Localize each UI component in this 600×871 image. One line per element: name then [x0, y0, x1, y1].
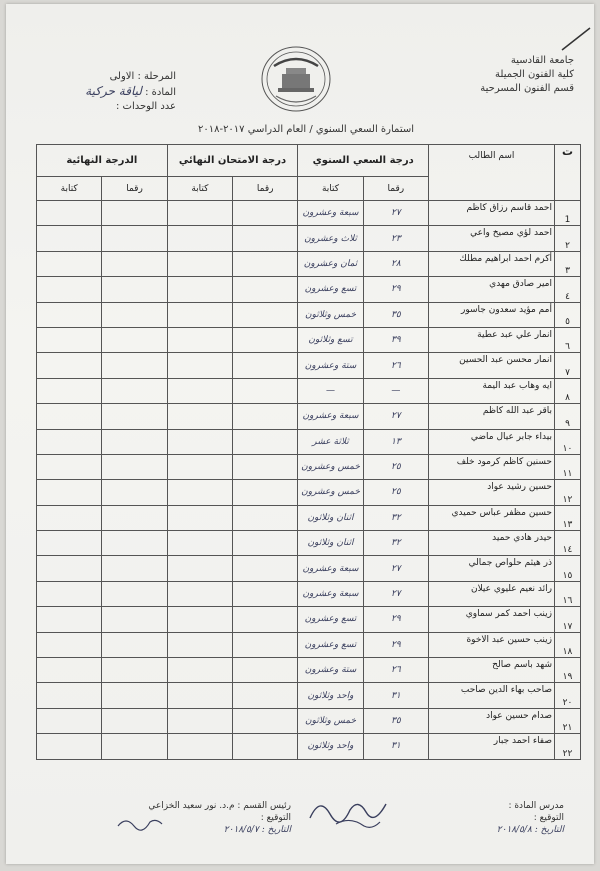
col-header-name: اسم الطالب [429, 145, 555, 201]
table-row [37, 708, 581, 733]
col-header-final: الدرجة النهائية [37, 145, 168, 177]
student-name: بيداء جابر عيال ماضي [429, 429, 555, 454]
annual-grade-words: — [298, 378, 363, 403]
final-grade-digits [102, 505, 167, 530]
stage-label: المرحلة : الاولى [109, 71, 176, 82]
exam-grade-words [167, 429, 232, 454]
row-number: ٢ [555, 226, 581, 251]
subheader-words: كتابة [167, 177, 232, 201]
final-grade-digits [102, 353, 167, 378]
head-label: رئيس القسم : م.د. نور سعيد الخزاعي [148, 801, 291, 811]
col-header-no: ت [555, 145, 581, 201]
annual-grade-digits: ٢٨ [363, 251, 428, 276]
student-name: أكرم احمد ابراهيم مطلك [429, 251, 555, 276]
exam-grade-digits [233, 632, 298, 657]
student-name: رائد نعيم عليوي عيلان [429, 581, 555, 606]
subheader-digits: رقما [233, 177, 298, 201]
row-number: ١١ [555, 454, 581, 479]
annual-grade-digits: — [363, 378, 428, 403]
exam-grade-digits [233, 581, 298, 606]
annual-grade-words: واحد وثلاثون [298, 683, 363, 708]
col-header-annual: درجة السعي السنوي [298, 145, 429, 177]
table-row [37, 251, 581, 276]
final-grade-words [37, 708, 102, 733]
exam-grade-digits [233, 327, 298, 352]
teacher-date: التاريخ : ٢٠١٨/٥/٨ [496, 825, 564, 835]
row-number: ٢١ [555, 708, 581, 733]
teacher-signature [306, 788, 396, 832]
exam-grade-words [167, 581, 232, 606]
row-number: ٢٠ [555, 683, 581, 708]
student-name: ذر هيثم حلواص جمالي [429, 556, 555, 581]
subject-label: المادة : [145, 87, 176, 98]
final-grade-digits [102, 708, 167, 733]
student-name: حسنين كاظم كرمود خلف [429, 454, 555, 479]
annual-grade-words: ثمان وعشرون [298, 251, 363, 276]
row-number: ١٧ [555, 607, 581, 632]
exam-grade-words [167, 454, 232, 479]
subject-line [36, 84, 176, 100]
form-title: استمارة السعي السنوي / العام الدراسي ٢٠١٧-٢٠١٨ [197, 124, 415, 135]
row-number: ١٢ [555, 480, 581, 505]
student-name: شهد باسم صالح [429, 658, 555, 683]
final-grade-digits [102, 226, 167, 251]
table-row [37, 327, 581, 352]
exam-grade-words [167, 353, 232, 378]
final-grade-words [37, 277, 102, 302]
row-number: ١٥ [555, 556, 581, 581]
annual-grade-words: تسع وعشرون [298, 632, 363, 657]
document-page [6, 4, 594, 864]
annual-grade-digits: ٢٩ [363, 632, 428, 657]
final-grade-words [37, 683, 102, 708]
annual-grade-digits: ٢٣ [363, 226, 428, 251]
col-header-exam: درجة الامتحان النهائي [167, 145, 298, 177]
exam-grade-digits [233, 454, 298, 479]
student-name: صاحب بهاء الدين صاحب [429, 683, 555, 708]
college-name: كلية الفنون الجميلة [495, 69, 574, 80]
final-grade-digits [102, 683, 167, 708]
row-number: ١٠ [555, 429, 581, 454]
final-grade-words [37, 505, 102, 530]
row-number: ٦ [555, 327, 581, 352]
table-row [37, 201, 581, 226]
annual-grade-digits: ٢٧ [363, 201, 428, 226]
annual-grade-digits: ٢٧ [363, 556, 428, 581]
row-number: ٥ [555, 302, 581, 327]
row-number: ١٩ [555, 658, 581, 683]
table-row [37, 658, 581, 683]
exam-grade-words [167, 734, 232, 759]
row-number: 1 [555, 201, 581, 226]
exam-grade-words [167, 251, 232, 276]
annual-grade-words: سبعة وعشرون [298, 581, 363, 606]
exam-grade-words [167, 277, 232, 302]
table-row [37, 353, 581, 378]
student-name: انمار محسن عبد الحسين [429, 353, 555, 378]
annual-grade-digits: ٢٦ [363, 353, 428, 378]
final-grade-words [37, 531, 102, 556]
final-grade-digits [102, 378, 167, 403]
annual-grade-digits: ٣١ [363, 683, 428, 708]
exam-grade-digits [233, 226, 298, 251]
exam-grade-words [167, 480, 232, 505]
annual-grade-digits: ٢٧ [363, 404, 428, 429]
row-number: ٤ [555, 277, 581, 302]
final-grade-words [37, 404, 102, 429]
final-grade-digits [102, 429, 167, 454]
final-grade-words [37, 353, 102, 378]
row-number: ٣ [555, 251, 581, 276]
final-grade-digits [102, 607, 167, 632]
exam-grade-words [167, 632, 232, 657]
head-signature [116, 812, 166, 834]
exam-grade-digits [233, 277, 298, 302]
final-grade-digits [102, 581, 167, 606]
final-grade-words [37, 251, 102, 276]
row-number: ٩ [555, 404, 581, 429]
annual-grade-words: خمس وثلاثون [298, 302, 363, 327]
subheader-digits: رقما [363, 177, 428, 201]
exam-grade-digits [233, 429, 298, 454]
exam-grade-digits [233, 658, 298, 683]
table-row [37, 480, 581, 505]
grade-rows [37, 201, 581, 760]
student-name: ايه وهاب عبد اليمة [429, 378, 555, 403]
final-grade-digits [102, 251, 167, 276]
student-name: صدام حسين عواد [429, 708, 555, 733]
annual-grade-words: واحد وثلاثون [298, 734, 363, 759]
final-grade-words [37, 454, 102, 479]
student-name: امير صادق مهدي [429, 277, 555, 302]
final-grade-digits [102, 658, 167, 683]
final-grade-digits [102, 556, 167, 581]
university-seal-logo [256, 44, 336, 114]
exam-grade-words [167, 505, 232, 530]
final-grade-words [37, 302, 102, 327]
subject-value: لياقة حركية [85, 84, 142, 98]
student-name: باقر عبد الله كاظم [429, 404, 555, 429]
exam-grade-words [167, 327, 232, 352]
student-name: احمد قاسم رزاق كاظم [429, 201, 555, 226]
student-name: حسين مظفر عباس حميدي [429, 505, 555, 530]
student-name: حيدر هادي حميد [429, 531, 555, 556]
course-header [36, 70, 176, 114]
final-grade-digits [102, 531, 167, 556]
exam-grade-digits [233, 201, 298, 226]
row-number: ٧ [555, 353, 581, 378]
annual-grade-digits: ٢٥ [363, 480, 428, 505]
annual-grade-digits: ٢٧ [363, 581, 428, 606]
exam-grade-digits [233, 607, 298, 632]
final-grade-words [37, 201, 102, 226]
table-row [37, 607, 581, 632]
annual-grade-words: تسع وثلاثون [298, 327, 363, 352]
annual-grade-digits: ٢٦ [363, 658, 428, 683]
table-row [37, 581, 581, 606]
row-number: ١٨ [555, 632, 581, 657]
exam-grade-digits [233, 404, 298, 429]
department-name: قسم الفنون المسرحية [480, 83, 574, 94]
annual-grade-digits: ٢٩ [363, 277, 428, 302]
annual-grade-words: خمس وعشرون [298, 480, 363, 505]
teacher-signoff [404, 800, 564, 836]
annual-grade-digits: ٢٩ [363, 607, 428, 632]
table-row [37, 531, 581, 556]
exam-grade-words [167, 302, 232, 327]
exam-grade-words [167, 658, 232, 683]
row-number: ١٣ [555, 505, 581, 530]
head-signature-label: التوقيع : [260, 813, 291, 823]
final-grade-words [37, 581, 102, 606]
student-name: أمم مؤيد سعدون جاسور [429, 302, 555, 327]
final-grade-words [37, 480, 102, 505]
table-row [37, 429, 581, 454]
final-grade-words [37, 327, 102, 352]
row-number: ٢٢ [555, 734, 581, 759]
exam-grade-digits [233, 378, 298, 403]
table-row [37, 378, 581, 403]
annual-grade-digits: ٣٥ [363, 302, 428, 327]
table-row [37, 226, 581, 251]
final-grade-words [37, 556, 102, 581]
exam-grade-words [167, 607, 232, 632]
exam-grade-words [167, 531, 232, 556]
final-grade-digits [102, 632, 167, 657]
exam-grade-words [167, 378, 232, 403]
table-row [37, 454, 581, 479]
table-row [37, 734, 581, 759]
annual-grade-digits: ٢٥ [363, 454, 428, 479]
final-grade-words [37, 226, 102, 251]
units-label: عدد الوحدات : [115, 101, 176, 112]
exam-grade-words [167, 201, 232, 226]
annual-grade-words: اثنان وثلاثون [298, 505, 363, 530]
exam-grade-digits [233, 251, 298, 276]
table-row [37, 404, 581, 429]
teacher-label: مدرس المادة : [508, 801, 564, 811]
annual-grade-digits: ١٣ [363, 429, 428, 454]
subheader-words: كتابة [298, 177, 363, 201]
exam-grade-digits [233, 531, 298, 556]
table-row [37, 632, 581, 657]
subheader-digits: رقما [102, 177, 167, 201]
annual-grade-words: ثلاث وعشرون [298, 226, 363, 251]
student-name: صفاء احمد جبار [429, 734, 555, 759]
final-grade-digits [102, 327, 167, 352]
table-row [37, 556, 581, 581]
student-name: زينب احمد كمر سماوي [429, 607, 555, 632]
table-row [37, 302, 581, 327]
annual-grade-digits: ٣٩ [363, 327, 428, 352]
final-grade-digits [102, 404, 167, 429]
exam-grade-digits [233, 683, 298, 708]
exam-grade-words [167, 683, 232, 708]
exam-grade-digits [233, 556, 298, 581]
exam-grade-digits [233, 353, 298, 378]
annual-grade-digits: ٣٢ [363, 505, 428, 530]
student-name: حسين رشيد عواد [429, 480, 555, 505]
final-grade-digits [102, 277, 167, 302]
teacher-signature-label: التوقيع : [533, 813, 564, 823]
annual-grade-words: سبعة وعشرون [298, 201, 363, 226]
grades-table [36, 144, 581, 760]
final-grade-words [37, 607, 102, 632]
annual-grade-digits: ٣١ [363, 734, 428, 759]
final-grade-digits [102, 302, 167, 327]
annual-grade-words: ستة وعشرون [298, 353, 363, 378]
final-grade-digits [102, 480, 167, 505]
exam-grade-words [167, 708, 232, 733]
exam-grade-words [167, 404, 232, 429]
final-grade-digits [102, 734, 167, 759]
final-grade-digits [102, 201, 167, 226]
subheader-words: كتابة [37, 177, 102, 201]
exam-grade-digits [233, 734, 298, 759]
annual-grade-words: خمس وعشرون [298, 454, 363, 479]
final-grade-words [37, 429, 102, 454]
student-name: احمد لؤي مصيخ واعي [429, 226, 555, 251]
pen-mark [554, 24, 594, 54]
final-grade-words [37, 632, 102, 657]
exam-grade-words [167, 226, 232, 251]
institution-header [424, 54, 574, 96]
exam-grade-digits [233, 480, 298, 505]
annual-grade-words: تسع وعشرون [298, 607, 363, 632]
annual-grade-words: ثلاثة عشر [298, 429, 363, 454]
annual-grade-words: تسع وعشرون [298, 277, 363, 302]
annual-grade-digits: ٣٢ [363, 531, 428, 556]
final-grade-words [37, 734, 102, 759]
final-grade-words [37, 658, 102, 683]
row-number: ٨ [555, 378, 581, 403]
exam-grade-digits [233, 302, 298, 327]
head-date: التاريخ : ٢٠١٨/٥/٧ [223, 825, 291, 835]
university-name: جامعة القادسية [510, 55, 574, 66]
annual-grade-words: سبعة وعشرون [298, 556, 363, 581]
annual-grade-words: ستة وعشرون [298, 658, 363, 683]
exam-grade-words [167, 556, 232, 581]
student-name: انمار علي عبد عطية [429, 327, 555, 352]
annual-grade-words: سبعة وعشرون [298, 404, 363, 429]
annual-grade-digits: ٣٥ [363, 708, 428, 733]
table-row [37, 277, 581, 302]
row-number: ١٦ [555, 581, 581, 606]
row-number: ١٤ [555, 531, 581, 556]
final-grade-digits [102, 454, 167, 479]
table-row [37, 505, 581, 530]
exam-grade-digits [233, 505, 298, 530]
student-name: زينب حسين عبد الاخوة [429, 632, 555, 657]
annual-grade-words: خمس وثلاثون [298, 708, 363, 733]
annual-grade-words: اثنان وثلاثون [298, 531, 363, 556]
table-row [37, 683, 581, 708]
final-grade-words [37, 378, 102, 403]
exam-grade-digits [233, 708, 298, 733]
